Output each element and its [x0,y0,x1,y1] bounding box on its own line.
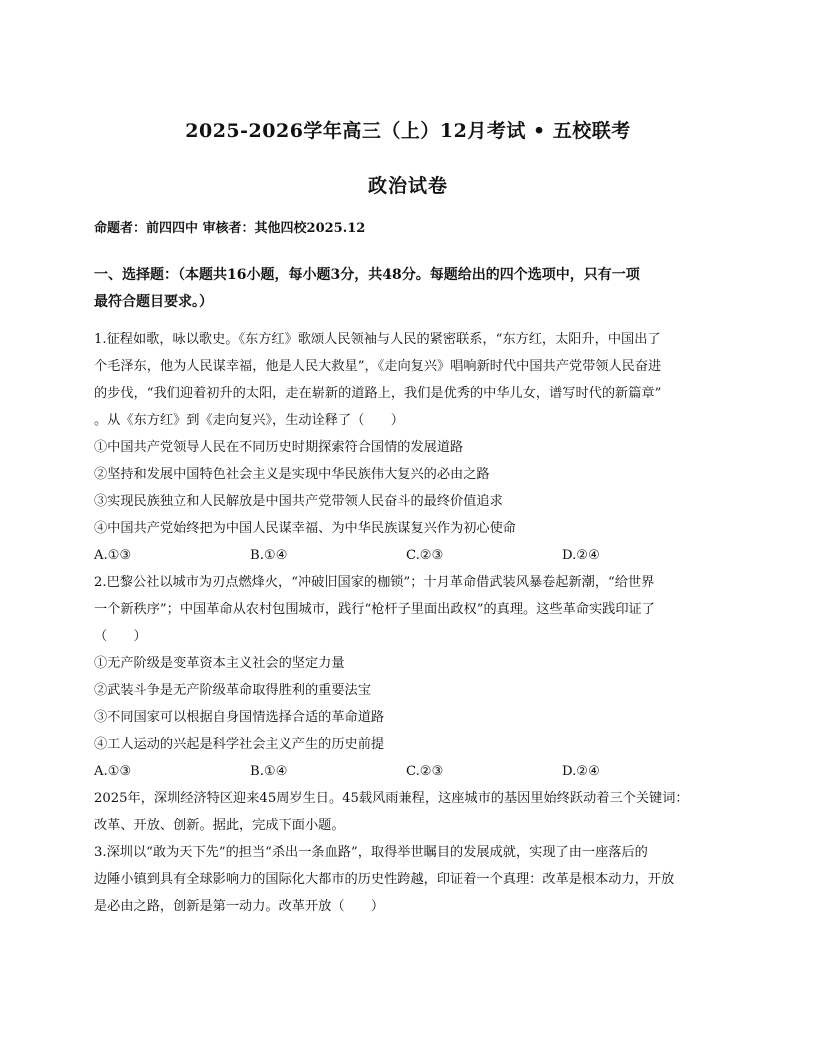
option-d: D.②④ [562,548,600,563]
statement-item: ④中国共产党始终把为中国人民谋幸福、为中华民族谋复兴作为初心使命 [94,521,516,536]
question-3 [94,839,724,920]
material-line: 2025年，深圳经济特区迎来45周岁生日。45载风雨兼程，这座城市的基因里始终跃动着三个关键词： [94,791,689,806]
question-stem-line: 2.巴黎公社以城市为刃点燃烽火，“冲破旧国家的枷锁”；十月革命借武装风暴卷起新潮，“给世界 [94,575,655,590]
statement-item: ④工人运动的兴起是科学社会主义产生的历史前提 [94,737,385,752]
question-body [94,326,724,920]
material-line: 改革、开放、创新。据此，完成下面小题。 [94,818,345,833]
question-stem-line: 1.征程如歌，咏以歌史。《东方红》歌颂人民领袖与人民的紧密联系，“东方红，太阳升，中国出了 [94,332,661,347]
exam-title: 2025-2026学年高三（上）12月考试 • 五校联考 [185,120,631,142]
answer-options [94,542,724,569]
statement-item: ①无产阶级是变革资本主义社会的坚定力量 [94,656,345,671]
question-1 [94,326,724,569]
option-d: D.②④ [562,764,600,779]
answer-options [94,758,724,785]
question-stem-line: 是必由之路，创新是第一动力。改革开放（ ） [94,899,385,914]
question-2 [94,569,724,785]
section-heading [94,262,734,316]
option-c: C.②③ [406,764,444,779]
option-b: B.①④ [250,764,288,779]
section-heading-line: 一、选择题：（本题共16小题，每小题3分，共48分。每题给出的四个选项中，只有一项 [94,267,640,283]
question-stem-line: 边陲小镇到具有全球影响力的国际化大都市的历史性跨越，印证着一个真理：改革是根本动力，开放 [94,872,675,887]
statement-item: ②坚持和发展中国特色社会主义是实现中华民族伟大复兴的必由之路 [94,467,490,482]
statement-item: ③实现民族独立和人民解放是中国共产党带领人民奋斗的最终价值追求 [94,494,503,509]
statement-item: ①中国共产党领导人民在不同历史时期探索符合国情的发展道路 [94,440,464,455]
question-stem-line: 一个新秩序”；中国革命从农村包围城市，践行“枪杆子里面出政权”的真理。这些革命实践印证了 [94,602,655,617]
option-c: C.②③ [406,548,444,563]
statement-item: ③不同国家可以根据自身国情选择合适的革命道路 [94,710,385,725]
material-intro [94,785,724,839]
section-heading-line: 最符合题目要求。） [94,294,213,310]
question-stem-line: 。从《东方红》到《走向复兴》，生动诠释了（ ） [94,413,404,428]
question-stem-line: 个毛泽东，他为人民谋幸福，他是人民大救星”，《走向复兴》唱响新时代中国共产党带领人民奋进 [94,359,662,374]
option-a: A.①③ [94,548,132,563]
option-b: B.①④ [250,548,288,563]
question-stem-line: （ ） [94,629,147,644]
option-a: A.①③ [94,764,132,779]
exam-meta: 命题者：前四四中 审核者：其他四校2025.12 [94,221,366,236]
question-stem-line: 的步伐，“我们迎着初升的太阳，走在崭新的道路上，我们是优秀的中华儿女，谱写时代的新篇章” [94,386,662,401]
question-stem-line: 3.深圳以“敢为天下先”的担当“杀出一条血路”，取得举世瞩目的发展成就，实现了由一座落后的 [94,845,648,860]
exam-subject: 政治试卷 [367,175,448,197]
statement-item: ②武装斗争是无产阶级革命取得胜利的重要法宝 [94,683,371,698]
